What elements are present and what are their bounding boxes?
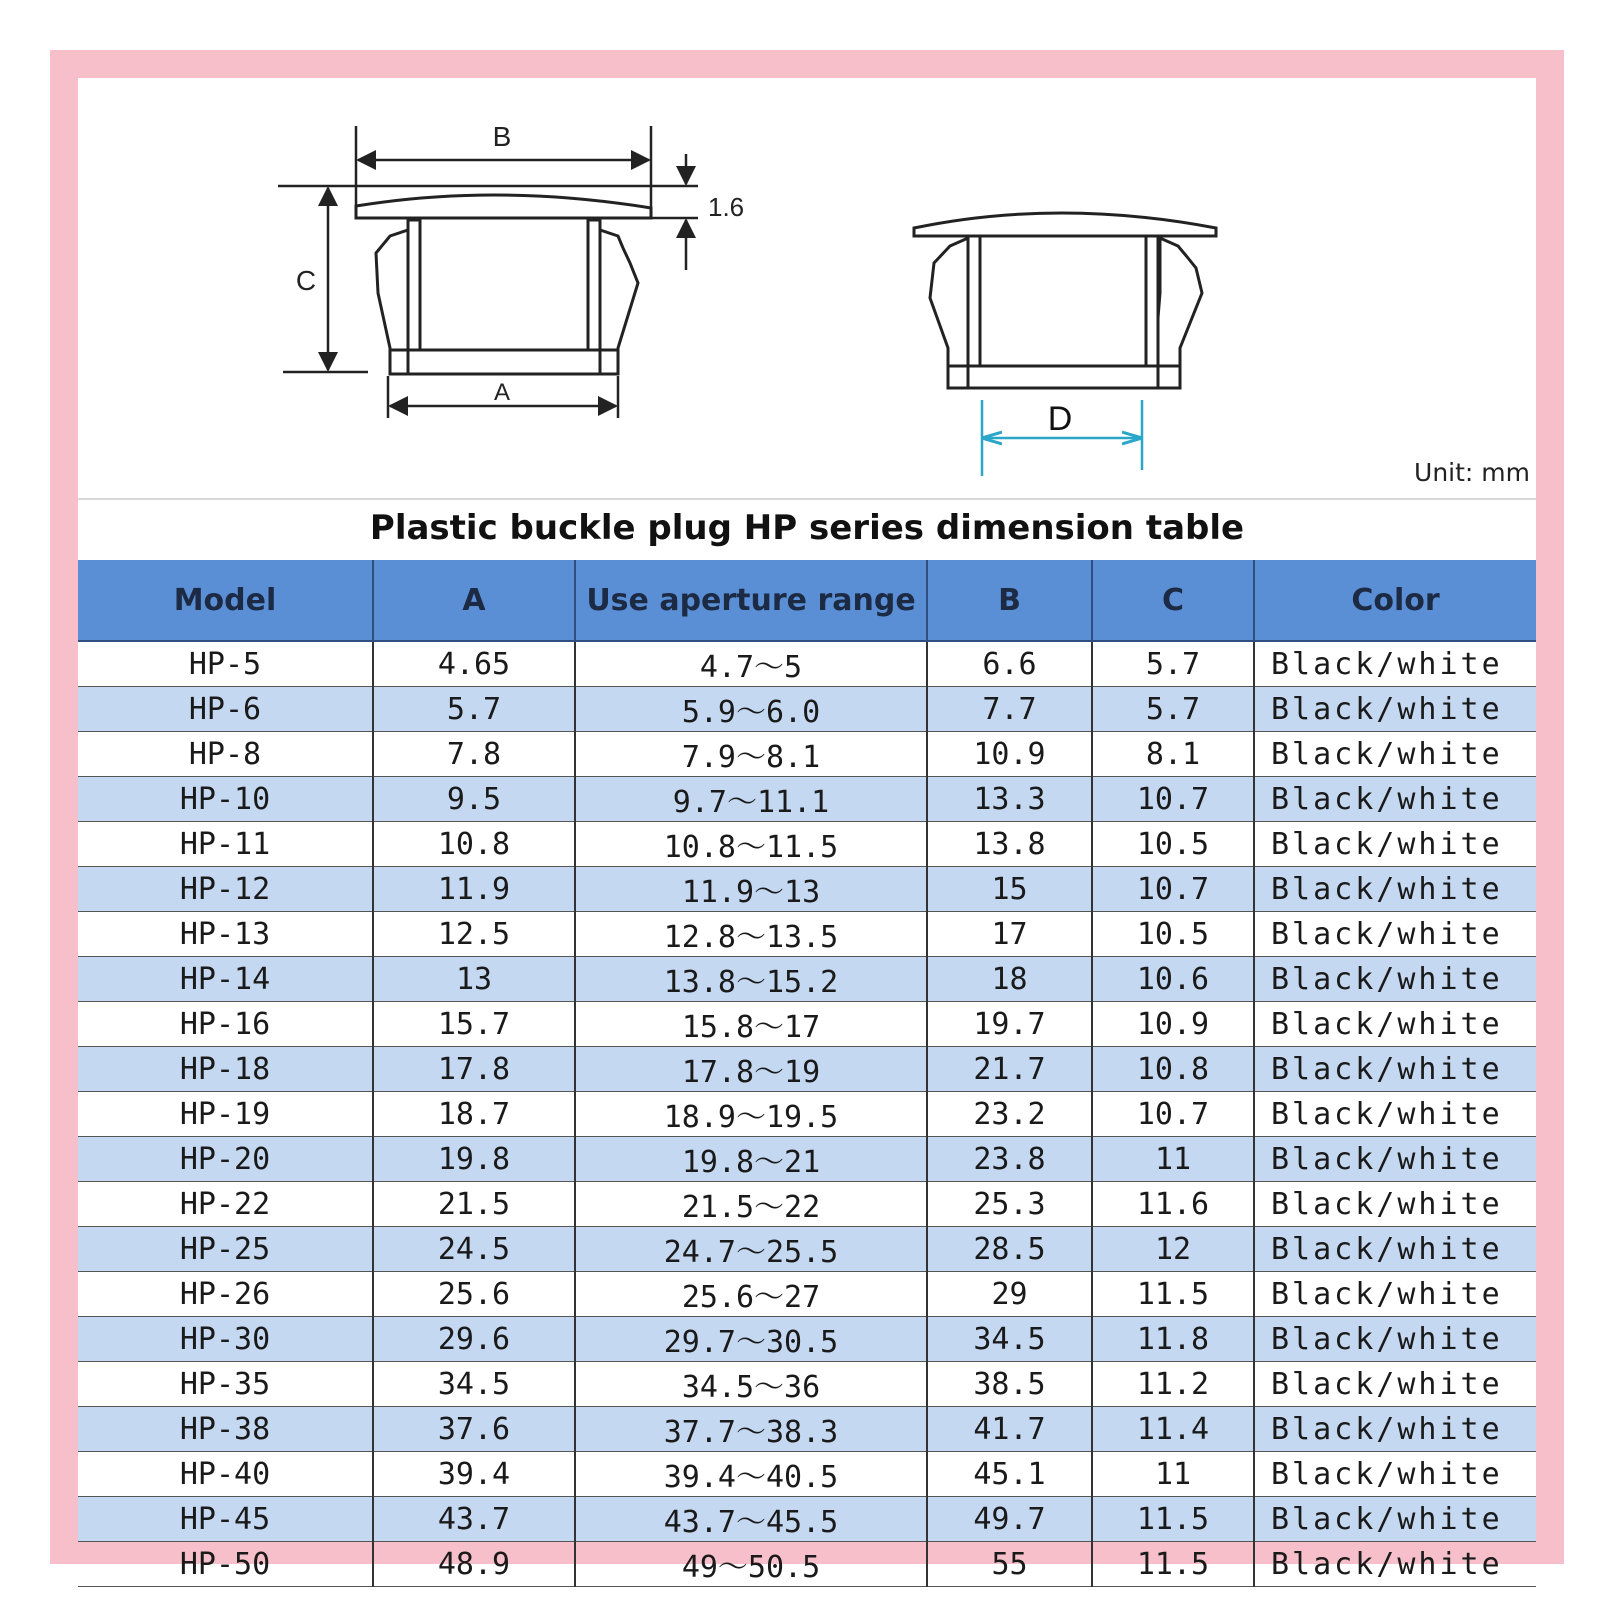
- b-cell: 28.5: [927, 1227, 1092, 1272]
- model-cell: HP-14: [78, 957, 373, 1002]
- color-cell: Black/white: [1254, 1497, 1536, 1542]
- model-cell: HP-22: [78, 1182, 373, 1227]
- model-cell: HP-5: [78, 641, 373, 687]
- table-header-row: [78, 560, 1536, 641]
- a-cell: 13: [373, 957, 575, 1002]
- c-cell: 10.7: [1092, 1092, 1254, 1137]
- c-cell: 10.7: [1092, 777, 1254, 822]
- aperture-cell: 15.8～17: [575, 1002, 927, 1047]
- a-cell: 17.8: [373, 1047, 575, 1092]
- table-row: [78, 1452, 1536, 1497]
- aperture-cell: 29.7～30.5: [575, 1317, 927, 1362]
- c-cell: 10.6: [1092, 957, 1254, 1002]
- color-cell: Black/white: [1254, 1182, 1536, 1227]
- model-cell: HP-19: [78, 1092, 373, 1137]
- table-row: [78, 1407, 1536, 1452]
- table-row: [78, 687, 1536, 732]
- model-cell: HP-12: [78, 867, 373, 912]
- c-cell: 11.6: [1092, 1182, 1254, 1227]
- model-cell: HP-40: [78, 1452, 373, 1497]
- aperture-cell: 4.7～5: [575, 641, 927, 687]
- aperture-cell: 24.7～25.5: [575, 1227, 927, 1272]
- c-cell: 11.5: [1092, 1542, 1254, 1587]
- color-cell: Black/white: [1254, 641, 1536, 687]
- plug-side-view-dimensioned: [356, 195, 651, 374]
- a-cell: 4.65: [373, 641, 575, 687]
- model-cell: HP-20: [78, 1137, 373, 1182]
- table-title: Plastic buckle plug HP series dimension table: [369, 508, 1245, 548]
- table-row: [78, 1092, 1536, 1137]
- b-cell: 34.5: [927, 1317, 1092, 1362]
- model-cell: HP-16: [78, 1002, 373, 1047]
- table-row: [78, 641, 1536, 687]
- color-cell: Black/white: [1254, 1047, 1536, 1092]
- c-cell: 10.7: [1092, 867, 1254, 912]
- table-row: [78, 957, 1536, 1002]
- label-b: B: [492, 121, 512, 152]
- aperture-cell: 11.9～13: [575, 867, 927, 912]
- color-cell: Black/white: [1254, 1137, 1536, 1182]
- table-row: [78, 1362, 1536, 1407]
- b-cell: 17: [927, 912, 1092, 957]
- c-cell: 10.8: [1092, 1047, 1254, 1092]
- b-cell: 7.7: [927, 687, 1092, 732]
- dimension-table: [78, 560, 1536, 1587]
- table-row: [78, 1317, 1536, 1362]
- b-cell: 29: [927, 1272, 1092, 1317]
- aperture-cell: 12.8～13.5: [575, 912, 927, 957]
- label-thickness: 1.6: [708, 192, 745, 222]
- table-row: [78, 867, 1536, 912]
- b-cell: 55: [927, 1542, 1092, 1587]
- a-cell: 12.5: [373, 912, 575, 957]
- divider: [78, 498, 1536, 500]
- a-cell: 43.7: [373, 1497, 575, 1542]
- table-row: [78, 912, 1536, 957]
- model-cell: HP-25: [78, 1227, 373, 1272]
- a-cell: 34.5: [373, 1362, 575, 1407]
- a-cell: 37.6: [373, 1407, 575, 1452]
- b-cell: 49.7: [927, 1497, 1092, 1542]
- a-cell: 15.7: [373, 1002, 575, 1047]
- aperture-cell: 9.7～11.1: [575, 777, 927, 822]
- model-cell: HP-50: [78, 1542, 373, 1587]
- aperture-cell: 34.5～36: [575, 1362, 927, 1407]
- table-row: [78, 1227, 1536, 1272]
- c-cell: 11: [1092, 1452, 1254, 1497]
- model-cell: HP-45: [78, 1497, 373, 1542]
- aperture-cell: 10.8～11.5: [575, 822, 927, 867]
- aperture-cell: 18.9～19.5: [575, 1092, 927, 1137]
- model-cell: HP-13: [78, 912, 373, 957]
- table-row: [78, 1047, 1536, 1092]
- color-cell: Black/white: [1254, 1002, 1536, 1047]
- table-row: [78, 1137, 1536, 1182]
- c-cell: 5.7: [1092, 641, 1254, 687]
- model-cell: HP-35: [78, 1362, 373, 1407]
- a-cell: 7.8: [373, 732, 575, 777]
- color-cell: Black/white: [1254, 1227, 1536, 1272]
- c-cell: 11.8: [1092, 1317, 1254, 1362]
- c-cell: 5.7: [1092, 687, 1254, 732]
- model-cell: HP-8: [78, 732, 373, 777]
- unit-label: Unit: mm: [1414, 458, 1530, 487]
- c-cell: 11.4: [1092, 1407, 1254, 1452]
- label-a: A: [493, 379, 511, 406]
- c-cell: 11: [1092, 1137, 1254, 1182]
- c-cell: 10.9: [1092, 1002, 1254, 1047]
- content-panel: [78, 78, 1536, 1585]
- aperture-cell: 19.8～21: [575, 1137, 927, 1182]
- color-cell: Black/white: [1254, 777, 1536, 822]
- model-cell: HP-38: [78, 1407, 373, 1452]
- c-cell: 11.5: [1092, 1272, 1254, 1317]
- model-cell: HP-6: [78, 687, 373, 732]
- a-cell: 24.5: [373, 1227, 575, 1272]
- a-cell: 5.7: [373, 687, 575, 732]
- column-header-aperture: Use aperture range: [575, 560, 927, 641]
- aperture-cell: 43.7～45.5: [575, 1497, 927, 1542]
- a-cell: 9.5: [373, 777, 575, 822]
- dimension-diagram: [78, 78, 1536, 498]
- table-row: [78, 732, 1536, 777]
- a-cell: 29.6: [373, 1317, 575, 1362]
- b-cell: 45.1: [927, 1452, 1092, 1497]
- table-row: [78, 822, 1536, 867]
- a-cell: 10.8: [373, 822, 575, 867]
- a-cell: 19.8: [373, 1137, 575, 1182]
- column-header-b: B: [927, 560, 1092, 641]
- table-row: [78, 1497, 1536, 1542]
- b-cell: 41.7: [927, 1407, 1092, 1452]
- table-row: [78, 1272, 1536, 1317]
- b-cell: 10.9: [927, 732, 1092, 777]
- plug-side-view-aperture: [914, 213, 1216, 388]
- color-cell: Black/white: [1254, 1092, 1536, 1137]
- column-header-a: A: [373, 560, 575, 641]
- b-cell: 25.3: [927, 1182, 1092, 1227]
- c-cell: 10.5: [1092, 822, 1254, 867]
- a-cell: 48.9: [373, 1542, 575, 1587]
- model-cell: HP-11: [78, 822, 373, 867]
- table-row: [78, 1002, 1536, 1047]
- color-cell: Black/white: [1254, 1407, 1536, 1452]
- table-row: [78, 1542, 1536, 1587]
- c-cell: 8.1: [1092, 732, 1254, 777]
- b-cell: 21.7: [927, 1047, 1092, 1092]
- c-cell: 11.2: [1092, 1362, 1254, 1407]
- column-header-c: C: [1092, 560, 1254, 641]
- color-cell: Black/white: [1254, 912, 1536, 957]
- color-cell: Black/white: [1254, 1452, 1536, 1497]
- color-cell: Black/white: [1254, 957, 1536, 1002]
- color-cell: Black/white: [1254, 867, 1536, 912]
- b-cell: 13.3: [927, 777, 1092, 822]
- b-cell: 23.2: [927, 1092, 1092, 1137]
- aperture-cell: 49～50.5: [575, 1542, 927, 1587]
- a-cell: 18.7: [373, 1092, 575, 1137]
- b-cell: 13.8: [927, 822, 1092, 867]
- a-cell: 11.9: [373, 867, 575, 912]
- aperture-cell: 37.7～38.3: [575, 1407, 927, 1452]
- color-cell: Black/white: [1254, 732, 1536, 777]
- b-cell: 19.7: [927, 1002, 1092, 1047]
- table-row: [78, 1182, 1536, 1227]
- a-cell: 25.6: [373, 1272, 575, 1317]
- model-cell: HP-10: [78, 777, 373, 822]
- column-header-color: Color: [1254, 560, 1536, 641]
- model-cell: HP-30: [78, 1317, 373, 1362]
- aperture-cell: 17.8～19: [575, 1047, 927, 1092]
- c-cell: 12: [1092, 1227, 1254, 1272]
- model-cell: HP-18: [78, 1047, 373, 1092]
- label-c: C: [295, 265, 317, 296]
- color-cell: Black/white: [1254, 1272, 1536, 1317]
- color-cell: Black/white: [1254, 687, 1536, 732]
- b-cell: 6.6: [927, 641, 1092, 687]
- aperture-cell: 39.4～40.5: [575, 1452, 927, 1497]
- c-cell: 11.5: [1092, 1497, 1254, 1542]
- table-body: [78, 641, 1536, 1587]
- column-header-model: Model: [78, 560, 373, 641]
- aperture-cell: 21.5～22: [575, 1182, 927, 1227]
- b-cell: 38.5: [927, 1362, 1092, 1407]
- label-d: D: [1047, 400, 1073, 438]
- b-cell: 18: [927, 957, 1092, 1002]
- aperture-cell: 5.9～6.0: [575, 687, 927, 732]
- color-cell: Black/white: [1254, 1542, 1536, 1587]
- b-cell: 23.8: [927, 1137, 1092, 1182]
- b-cell: 15: [927, 867, 1092, 912]
- a-cell: 39.4: [373, 1452, 575, 1497]
- aperture-cell: 7.9～8.1: [575, 732, 927, 777]
- color-cell: Black/white: [1254, 1362, 1536, 1407]
- a-cell: 21.5: [373, 1182, 575, 1227]
- plug-drawings-svg: [78, 78, 1536, 498]
- c-cell: 10.5: [1092, 912, 1254, 957]
- color-cell: Black/white: [1254, 822, 1536, 867]
- aperture-cell: 13.8～15.2: [575, 957, 927, 1002]
- aperture-cell: 25.6～27: [575, 1272, 927, 1317]
- color-cell: Black/white: [1254, 1317, 1536, 1362]
- model-cell: HP-26: [78, 1272, 373, 1317]
- table-row: [78, 777, 1536, 822]
